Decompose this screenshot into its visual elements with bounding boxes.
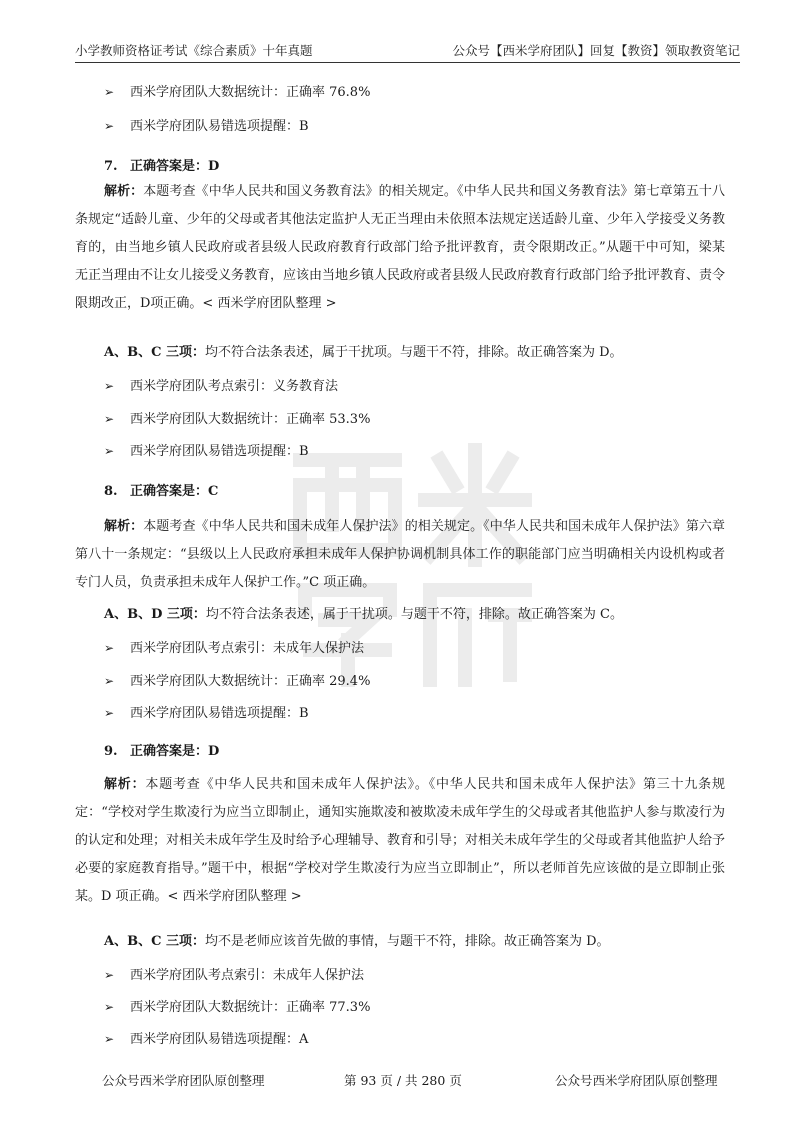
footer-right: 公众号西米学府团队原创整理 <box>555 1073 718 1088</box>
stat-bullet: ➢ 西米学府团队大数据统计：正确率 76.8% <box>104 82 370 103</box>
q7-stat-bullet: ➢ 西米学府团队大数据统计：正确率 53.3% <box>104 409 370 430</box>
mistake-bullet: ➢ 西米学府团队易错选项提醒：B <box>104 116 309 137</box>
header-promo: 公众号【西米学府团队】回复【教资】领取教资笔记 <box>452 43 740 58</box>
arrow-bullet-icon: ➢ <box>104 968 115 982</box>
page-header <box>75 42 740 63</box>
q7-analysis: 解析：本题考查《中华人民共和国义务教育法》的相关规定。《中华人民共和国义务教育法》第七章第五十八条规定“适龄儿童、少年的父母或者其他法定监护人无正当理由未依照本法规定送适龄儿童、少年入学接受义务教育的，由当地乡镇人民政府或者县级人民政府教育行政部门给予批评教育，责令限期改正。”从题干中可知，梁某无正当理由不让女儿接受义务教育，应该由当地乡镇人民政府或者县级人民政府教育行政部门给予批评教育、责令限期改正，D项正确。< 西米学府团队整理 > <box>75 184 726 311</box>
arrow-bullet-icon: ➢ <box>104 641 115 655</box>
header-title: 小学教师资格证考试《综合素质》十年真题 <box>75 43 313 58</box>
q9-topic-bullet: ➢ 西米学府团队考点索引：未成年人保护法 <box>104 965 364 986</box>
q8-answer: 8. 正确答案是：C <box>104 484 219 499</box>
q7-topic-bullet: ➢ 西米学府团队考点索引：义务教育法 <box>104 376 338 397</box>
arrow-bullet-icon: ➢ <box>104 1032 115 1046</box>
arrow-bullet-icon: ➢ <box>104 706 115 720</box>
arrow-bullet-icon: ➢ <box>104 674 115 688</box>
q8-stat-bullet: ➢ 西米学府团队大数据统计：正确率 29.4% <box>104 671 370 692</box>
arrow-bullet-icon: ➢ <box>104 412 115 426</box>
q9-answer: 9. 正确答案是：D <box>104 744 220 759</box>
q9-stat-bullet: ➢ 西米学府团队大数据统计：正确率 77.3% <box>104 997 370 1018</box>
q8-mistake-bullet: ➢ 西米学府团队易错选项提醒：B <box>104 703 309 724</box>
q9-analysis: 解析：本题考查《中华人民共和国未成年人保护法》。《中华人民共和国未成年人保护法》第三十九条规定：“学校对学生欺凌行为应当立即制止，通知实施欺凌和被欺凌未成年学生的父母或者其他监护人参与欺凌行为的认定和处理；对相关未成年学生及时给予心理辅导、教育和引导；对相关未成年学生的父母或者其他监护人给予必要的家庭教育指导。”题干中，根据“学校对学生欺凌行为应当立即制止”，所以老师首先应该做的是立即制止张某。D 项正确。< 西米学府团队整理 > <box>75 777 726 904</box>
page-number: 第 93 页 / 共 280 页 <box>344 1073 462 1088</box>
q8-topic-bullet: ➢ 西米学府团队考点索引：未成年人保护法 <box>104 638 364 659</box>
q8-analysis: 解析：本题考查《中华人民共和国未成年人保护法》的相关规定。《中华人民共和国未成年人保护法》第六章第八十一条规定：“县级以上人民政府承担未成年人保护协调机制具体工作的职能部门应当明确相关内设机构或者专门人员，负责承担未成年人保护工作。”C 项正确。 <box>75 519 725 590</box>
q9-mistake-bullet: ➢ 西米学府团队易错选项提醒：A <box>104 1029 308 1050</box>
q7-mistake-bullet: ➢ 西米学府团队易错选项提醒：B <box>104 441 309 462</box>
arrow-bullet-icon: ➢ <box>104 379 115 393</box>
q9-others: A、B、C 三项：均不是老师应该首先做的事情，与题干不符，排除。故正确答案为 D。 <box>104 934 610 949</box>
q7-others: A、B、C 三项：均不符合法条表述，属于干扰项。与题干不符，排除。故正确答案为 D。 <box>104 345 623 360</box>
arrow-bullet-icon: ➢ <box>104 444 115 458</box>
arrow-bullet-icon: ➢ <box>104 1000 115 1014</box>
arrow-bullet-icon: ➢ <box>104 119 115 133</box>
footer-left: 公众号西米学府团队原创整理 <box>102 1073 265 1088</box>
q8-others: A、B、D 三项：均不符合法条表述，属于干扰项。与题干不符，排除。故正确答案为 C。 <box>104 607 623 622</box>
arrow-bullet-icon: ➢ <box>104 85 115 99</box>
q7-answer: 7. 正确答案是：D <box>104 159 220 174</box>
